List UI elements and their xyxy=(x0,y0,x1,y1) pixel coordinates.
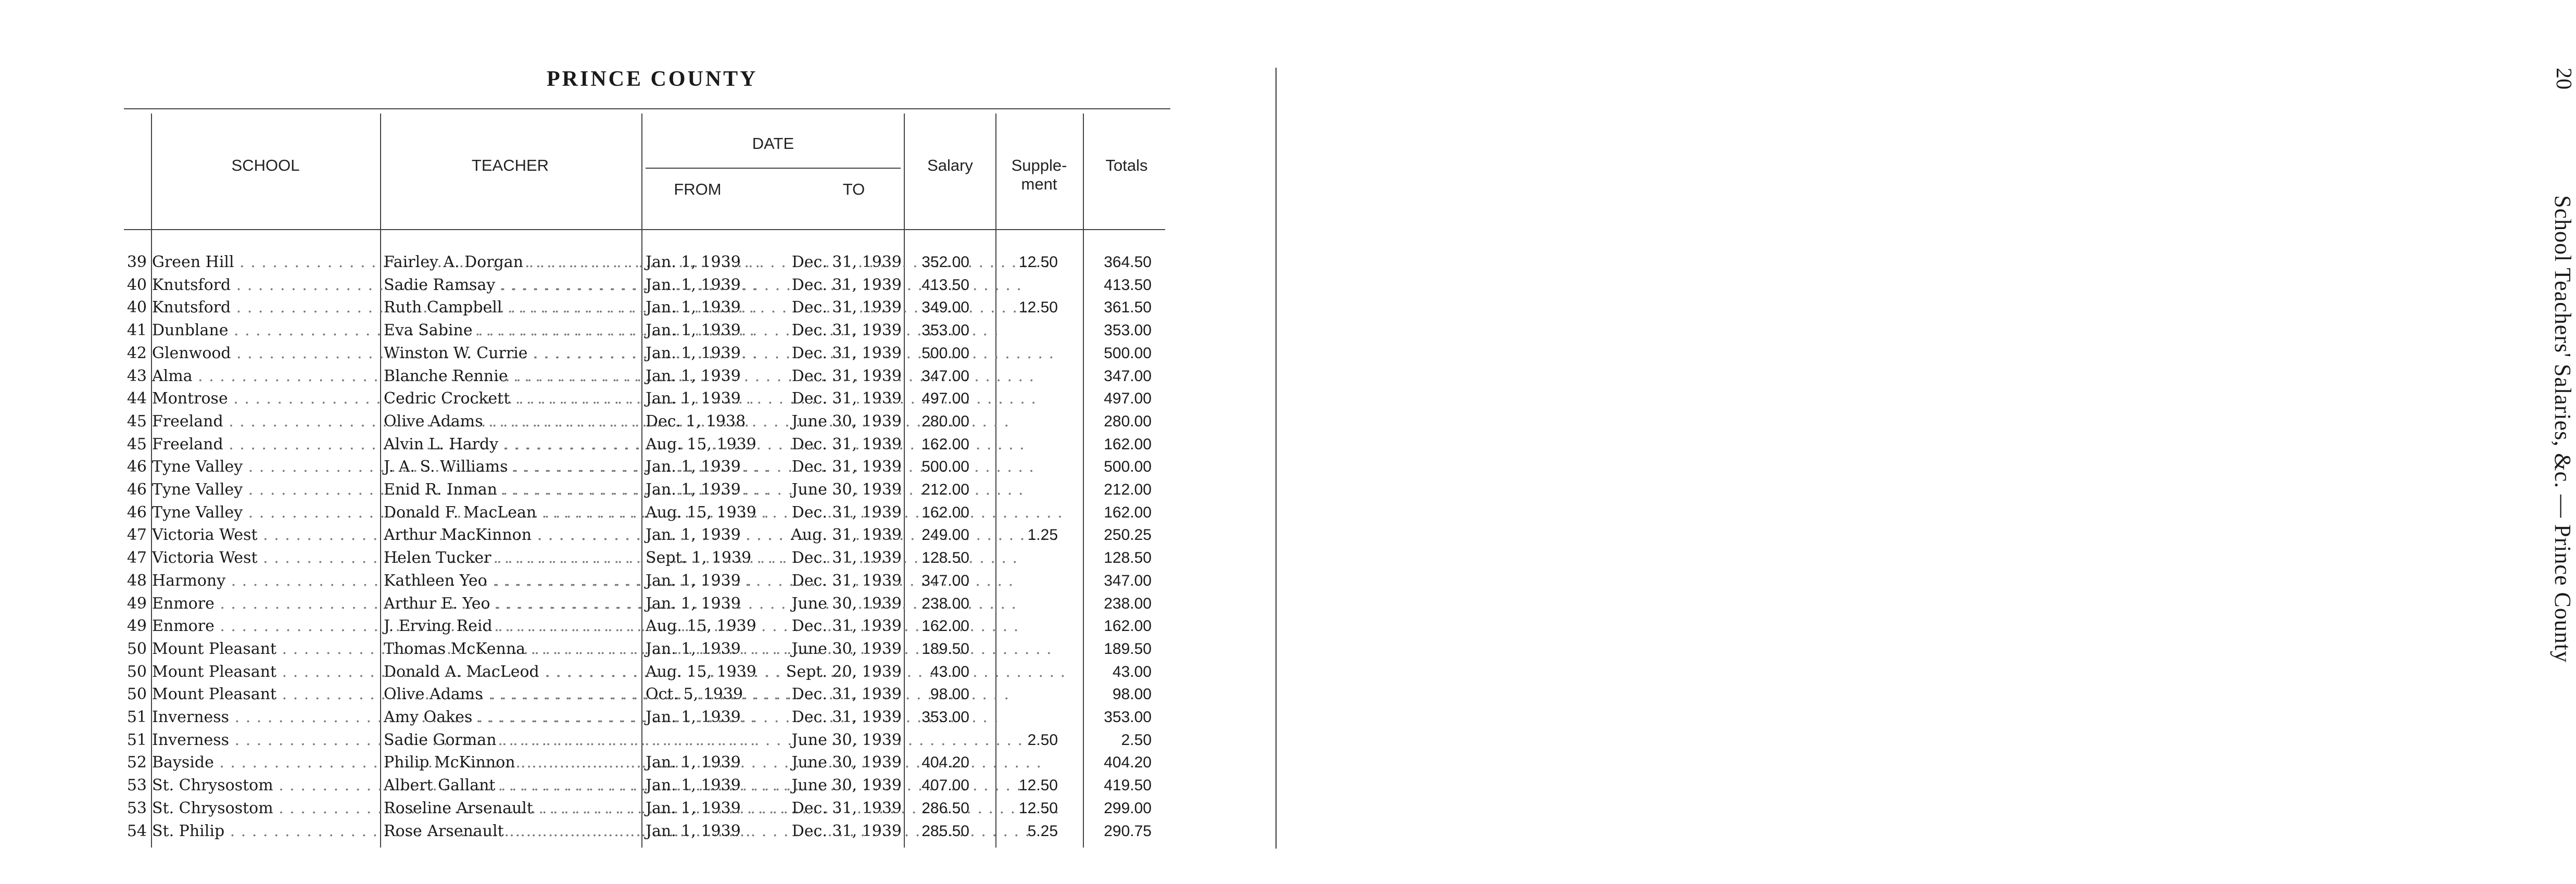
school-name xyxy=(152,797,376,820)
table-row xyxy=(0,501,1187,524)
total-amount: 500.00 xyxy=(1104,458,1152,476)
date-from: Jan. 1, 1939 xyxy=(646,344,741,362)
teacher-name xyxy=(384,501,638,524)
school-name-text: Enmore . . . xyxy=(152,617,741,635)
date-to: Dec. 31, 1939 xyxy=(791,549,902,567)
school-name xyxy=(152,501,376,524)
row-number: 50 xyxy=(127,639,147,658)
date-to: Dec. 31, 1939 xyxy=(791,435,902,453)
salary-amount: 162.00 xyxy=(921,435,969,453)
total-amount: 347.00 xyxy=(1104,572,1152,589)
date-from: Jan. 1, 1939 xyxy=(646,799,741,817)
date-to: June 30, 1939 xyxy=(791,753,902,772)
date-to: June 30, 1939 xyxy=(791,776,902,795)
school-name-text: St. Chrysostom . . . xyxy=(152,776,800,794)
date-to: Dec. 31, 1939 xyxy=(791,799,902,817)
teacher-name xyxy=(384,251,638,274)
school-name-text: Victoria West . . . xyxy=(152,526,784,544)
date-to: June 30, 1939 xyxy=(791,639,902,658)
school-name-text: Victoria West . . . xyxy=(152,549,784,567)
school-name-text: Harmony . . . xyxy=(152,572,752,590)
school-name xyxy=(152,638,376,661)
date-from: Jan. 1, 1939 xyxy=(646,253,741,271)
salary-amount: 347.00 xyxy=(921,572,969,589)
school-name xyxy=(152,547,376,570)
teacher-name xyxy=(384,547,638,570)
total-amount: 162.00 xyxy=(1104,503,1152,521)
teacher-name-text: Arthur MacKinnon . . . xyxy=(384,526,1058,544)
row-number: 49 xyxy=(127,594,147,613)
total-amount: 413.50 xyxy=(1104,276,1152,294)
header-teacher: TEACHER xyxy=(471,156,549,174)
table-row xyxy=(0,319,1187,342)
date-from: Jan. 1, 1939 xyxy=(646,389,741,408)
teacher-name xyxy=(384,820,638,843)
teacher-name xyxy=(384,365,638,388)
table-row xyxy=(0,774,1187,797)
school-name-text: Inverness . . . xyxy=(152,731,756,749)
teacher-name xyxy=(384,319,638,342)
supplement-amount: 12.50 xyxy=(1018,799,1058,817)
date-from: Jan. 1, 1939 xyxy=(646,481,741,499)
teacher-name-text: Helen Tucker . . . xyxy=(384,549,1018,567)
row-number: 51 xyxy=(127,730,147,749)
row-number: 49 xyxy=(127,617,147,636)
table-row xyxy=(0,387,1187,410)
salary-amount: 352.00 xyxy=(921,254,969,271)
row-number: 50 xyxy=(127,685,147,704)
date-to: June 30, 1939 xyxy=(791,481,902,499)
row-number: 45 xyxy=(127,412,147,431)
date-from: Aug. 15, 1939 xyxy=(646,662,756,681)
total-amount: 280.00 xyxy=(1104,412,1152,430)
teacher-name xyxy=(384,751,638,774)
header-bottom-rule xyxy=(124,229,1165,230)
row-number: 46 xyxy=(127,503,147,522)
school-name xyxy=(152,274,376,297)
teacher-name xyxy=(384,683,638,706)
salary-amount: 413.50 xyxy=(921,276,969,294)
school-name-text: Inverness . . . xyxy=(152,708,756,726)
date-to: Dec. 31, 1939 xyxy=(791,321,902,340)
table-row xyxy=(0,410,1187,433)
school-name-text: Tyne Valley . . . xyxy=(152,503,769,522)
running-heading: School Teachers' Salaries, &c. — Prince County xyxy=(2550,195,2575,663)
salary-amount: 404.20 xyxy=(921,754,969,772)
header-supplement: Supple- ment xyxy=(1011,156,1067,193)
school-name-text: Freeland . . . xyxy=(152,435,750,453)
date-to: Dec. 31, 1939 xyxy=(791,708,902,726)
school-name xyxy=(152,410,376,433)
school-name-text: Bayside . . . xyxy=(152,753,740,772)
date-to: Dec. 31, 1939 xyxy=(791,503,902,522)
total-amount: 353.00 xyxy=(1104,322,1152,339)
date-from: Jan. 1, 1939 xyxy=(646,708,741,726)
row-number: 42 xyxy=(127,344,147,362)
header-to: TO xyxy=(842,180,865,198)
teacher-name xyxy=(384,342,638,365)
row-number: 53 xyxy=(127,776,147,795)
teacher-name-text: Arthur E. Yeo . . . xyxy=(384,595,1017,613)
date-to: Dec. 31, 1939 xyxy=(791,389,902,408)
school-name xyxy=(152,661,376,684)
row-number: 39 xyxy=(127,253,147,271)
page-title: PRINCE COUNTY xyxy=(547,67,758,91)
salary-amount: 285.50 xyxy=(921,822,969,840)
school-name xyxy=(152,342,376,365)
header-salary: Salary xyxy=(927,156,973,174)
school-name-text: Tyne Valley . . . xyxy=(152,458,769,476)
salary-amount: 238.00 xyxy=(921,595,969,612)
teacher-name xyxy=(384,433,638,456)
total-amount: 404.20 xyxy=(1104,754,1152,772)
school-name xyxy=(152,251,376,274)
teacher-name-text: Olive Adams . . . xyxy=(384,685,1009,703)
school-name xyxy=(152,820,376,843)
teacher-name-text: Alvin L. Hardy . . . xyxy=(384,435,1025,453)
date-from: Jan. 1, 1939 xyxy=(646,639,741,658)
school-name xyxy=(152,683,376,706)
salary-amount: 347.00 xyxy=(921,367,969,385)
header-from: FROM xyxy=(674,180,722,198)
row-number: 47 xyxy=(127,549,147,567)
salary-amount: 189.50 xyxy=(921,640,969,658)
teacher-name xyxy=(384,592,638,615)
teacher-name xyxy=(384,274,638,297)
supplement-amount: 2.50 xyxy=(1027,731,1058,749)
date-from: Jan. 1, 1939 xyxy=(646,753,741,772)
salary-amount: 349.00 xyxy=(921,299,969,317)
table-row xyxy=(0,683,1187,706)
supplement-amount: 12.50 xyxy=(1018,299,1058,317)
table-row xyxy=(0,478,1187,501)
table-row xyxy=(0,729,1187,752)
total-amount: 98.00 xyxy=(1112,686,1152,703)
salary-amount: 249.00 xyxy=(921,526,969,544)
school-name-text: Alma . . . xyxy=(152,367,719,385)
table-row xyxy=(0,615,1187,638)
teacher-name-text: Donald A. MacLeod . . . xyxy=(384,663,1066,681)
date-to: Dec. 31, 1939 xyxy=(791,685,902,704)
teacher-name-text: Sadie Ramsay . . . xyxy=(384,276,1022,294)
teacher-name-text: Winston W. Currie . . . xyxy=(384,344,1054,362)
total-amount: 212.00 xyxy=(1104,481,1152,498)
total-amount: 162.00 xyxy=(1104,617,1152,635)
header-date: DATE xyxy=(752,134,794,153)
supplement-amount: 12.50 xyxy=(1018,254,1058,271)
total-amount: 419.50 xyxy=(1104,777,1152,794)
date-from: Dec. 1, 1938 xyxy=(646,412,746,431)
date-to: June 30, 1939 xyxy=(791,412,902,431)
salary-amount: 286.50 xyxy=(921,799,969,817)
salary-amount: 500.00 xyxy=(921,344,969,362)
table-row xyxy=(0,251,1187,274)
teacher-name-text: Philip McKinnon . . . xyxy=(384,753,1042,772)
date-from: Oct. 5, 1939 xyxy=(646,685,743,704)
teacher-name-text: J. A. S. Williams . . . xyxy=(384,458,1034,476)
school-name xyxy=(152,456,376,478)
school-name-text: Enmore . . . xyxy=(152,595,741,613)
date-from: Jan. 1, 1939 xyxy=(646,526,741,545)
date-to: Dec. 31, 1939 xyxy=(791,367,902,385)
total-amount: 162.00 xyxy=(1104,435,1152,453)
table-row xyxy=(0,592,1187,615)
teacher-name-text: Fairley A. Dorgan . . . xyxy=(384,253,1050,271)
school-name xyxy=(152,296,376,319)
table-row xyxy=(0,524,1187,547)
row-number: 48 xyxy=(127,571,147,590)
school-name-text: Mount Pleasant . . . xyxy=(152,663,803,681)
school-name-text: Freeland . . . xyxy=(152,412,750,431)
school-name-text: Knutsford . . . xyxy=(152,276,757,294)
teacher-name-text: Sadie Gorman . . . xyxy=(384,731,1023,749)
school-name-text: St. Philip . . . xyxy=(152,822,751,840)
date-from: Jan. 1, 1939 xyxy=(646,458,741,476)
table-row xyxy=(0,706,1187,729)
teacher-name xyxy=(384,797,638,820)
total-amount: 299.00 xyxy=(1104,799,1152,817)
teacher-name xyxy=(384,638,638,661)
row-number: 53 xyxy=(127,799,147,817)
table-row xyxy=(0,820,1187,843)
salary-amount: 280.00 xyxy=(921,412,969,430)
row-number: 41 xyxy=(127,321,147,340)
total-amount: 128.50 xyxy=(1104,549,1152,567)
date-to: June 30, 1939 xyxy=(791,730,902,749)
total-amount: 43.00 xyxy=(1112,663,1152,680)
table-row xyxy=(0,456,1187,478)
table-row xyxy=(0,797,1187,820)
teacher-name-text: Ruth Campbell . . . xyxy=(384,298,1029,317)
teacher-name xyxy=(384,729,638,752)
teacher-name xyxy=(384,410,638,433)
date-divider-rule xyxy=(646,168,901,169)
row-number: 45 xyxy=(127,435,147,453)
school-name-text: Montrose . . . xyxy=(152,389,754,408)
date-to: Dec. 31, 1939 xyxy=(791,458,902,476)
teacher-name-text: Cedric Crockett . . . xyxy=(384,389,1037,408)
school-name xyxy=(152,319,376,342)
teacher-name-text: Kathleen Yeo . . . xyxy=(384,572,1014,590)
row-number: 40 xyxy=(127,298,147,317)
teacher-name xyxy=(384,387,638,410)
date-to: Dec. 31, 1939 xyxy=(791,822,902,840)
date-from: Jan. 1, 1939 xyxy=(646,571,741,590)
table-row xyxy=(0,638,1187,661)
date-from: Jan. 1, 1939 xyxy=(646,594,741,613)
teacher-name xyxy=(384,524,638,547)
date-from: Jan. 1, 1939 xyxy=(646,298,741,317)
date-from: Aug. 15, 1939 xyxy=(646,435,756,453)
school-name-text: Mount Pleasant . . . xyxy=(152,685,803,703)
school-name xyxy=(152,524,376,547)
salary-amount: 500.00 xyxy=(921,458,969,476)
teacher-name-text: Olive Adams . . . xyxy=(384,412,1009,431)
table-row xyxy=(0,661,1187,684)
teacher-name-text: Amy Oakes . . . xyxy=(384,708,999,726)
school-name-text: Green Hill . . . xyxy=(152,253,761,271)
header-school: SCHOOL xyxy=(231,156,300,174)
date-to: Sept. 20, 1939 xyxy=(786,662,902,681)
row-number: 46 xyxy=(127,458,147,476)
school-name xyxy=(152,774,376,797)
salary-amount: 162.00 xyxy=(921,617,969,635)
date-from: Aug. 15, 1939 xyxy=(646,617,756,636)
row-number: 46 xyxy=(127,481,147,499)
salary-amount: 353.00 xyxy=(921,322,969,339)
teacher-name-text: Roseline Arsenault . . . xyxy=(384,799,1059,817)
salary-amount: 162.00 xyxy=(921,503,969,521)
row-number: 54 xyxy=(127,822,147,840)
date-to: June 30, 1939 xyxy=(791,594,902,613)
teacher-name-text: Thomas McKenna . . . xyxy=(384,640,1052,658)
date-from: Sept. 1, 1939 xyxy=(646,549,752,567)
teacher-name xyxy=(384,615,638,638)
teacher-name xyxy=(384,570,638,592)
date-to: Dec. 31, 1939 xyxy=(791,617,902,636)
side-rule xyxy=(1276,68,1277,849)
teacher-name xyxy=(384,706,638,729)
table-row xyxy=(0,570,1187,592)
school-name xyxy=(152,592,376,615)
supplement-amount: 12.50 xyxy=(1018,777,1058,794)
date-from: Jan. 1, 1939 xyxy=(646,776,741,795)
teacher-name-text: Donald F. MacLean . . . xyxy=(384,503,1063,522)
date-to: Dec. 31, 1939 xyxy=(791,344,902,362)
salary-amount: 353.00 xyxy=(921,709,969,726)
date-to: Dec. 31, 1939 xyxy=(791,275,902,294)
table-row xyxy=(0,547,1187,570)
teacher-name-text: J. Erving Reid . . . xyxy=(384,617,1019,635)
row-number: 50 xyxy=(127,662,147,681)
salary-amount: 497.00 xyxy=(921,390,969,408)
teacher-name-text: Rose Arsenault . . . xyxy=(384,822,1030,840)
teacher-name xyxy=(384,296,638,319)
teacher-name-text: Albert Gallant . . . xyxy=(384,776,1022,794)
total-amount: 2.50 xyxy=(1121,731,1152,749)
row-number: 51 xyxy=(127,708,147,726)
salary-amount: 407.00 xyxy=(921,777,969,794)
date-from: Jan. 1, 1939 xyxy=(646,367,741,385)
school-name xyxy=(152,570,376,592)
school-name xyxy=(152,433,376,456)
date-from: Jan. 1, 1939 xyxy=(646,321,741,340)
total-amount: 238.00 xyxy=(1104,595,1152,612)
date-from: Aug. 15, 1939 xyxy=(646,503,756,522)
school-name-text: Tyne Valley . . . xyxy=(152,481,769,499)
total-amount: 364.50 xyxy=(1104,254,1152,271)
school-name xyxy=(152,729,376,752)
school-name-text: Knutsford . . . xyxy=(152,298,757,317)
total-amount: 250.25 xyxy=(1104,526,1152,544)
school-name xyxy=(152,478,376,501)
teacher-name xyxy=(384,478,638,501)
date-to: Dec. 31, 1939 xyxy=(791,253,902,271)
total-amount: 500.00 xyxy=(1104,344,1152,362)
school-name-text: Mount Pleasant . . . xyxy=(152,640,803,658)
salary-amount: 212.00 xyxy=(921,481,969,498)
date-to: Aug. 31, 1939 xyxy=(791,526,902,545)
teacher-name xyxy=(384,774,638,797)
salary-amount: 43.00 xyxy=(930,663,969,680)
table-row xyxy=(0,342,1187,365)
date-from: Jan. 1, 1939 xyxy=(646,275,741,294)
header-totals: Totals xyxy=(1105,156,1148,174)
school-name-text: St. Chrysostom . . . xyxy=(152,799,800,817)
table-row xyxy=(0,365,1187,388)
page-number: 20 xyxy=(2552,68,2575,90)
school-name xyxy=(152,387,376,410)
table-row xyxy=(0,274,1187,297)
header-top-rule xyxy=(124,108,1170,109)
row-number: 43 xyxy=(127,367,147,385)
teacher-name xyxy=(384,661,638,684)
salary-amount: 128.50 xyxy=(921,549,969,567)
salary-amount: 98.00 xyxy=(930,686,969,703)
total-amount: 290.75 xyxy=(1104,822,1152,840)
school-name xyxy=(152,365,376,388)
total-amount: 189.50 xyxy=(1104,640,1152,658)
school-name xyxy=(152,706,376,729)
row-number: 52 xyxy=(127,753,147,772)
row-number: 44 xyxy=(127,389,147,408)
teacher-name-text: Blanche Rennie . . . xyxy=(384,367,1034,385)
total-amount: 353.00 xyxy=(1104,709,1152,726)
supplement-amount: 1.25 xyxy=(1027,526,1058,544)
teacher-name xyxy=(384,456,638,478)
row-number: 47 xyxy=(127,526,147,545)
teacher-name-text: Eva Sabine . . . xyxy=(384,321,999,339)
table-row xyxy=(0,751,1187,774)
school-name xyxy=(152,615,376,638)
side-margin xyxy=(1270,0,2575,884)
teacher-name-text: Enid R. Inman . . . xyxy=(384,481,1024,499)
table-row xyxy=(0,433,1187,456)
date-to: Dec. 31, 1939 xyxy=(791,298,902,317)
table-row xyxy=(0,296,1187,319)
school-name-text: Dunblane . . . xyxy=(152,321,755,339)
total-amount: 347.00 xyxy=(1104,367,1152,385)
supplement-amount: 5.25 xyxy=(1027,822,1058,840)
total-amount: 497.00 xyxy=(1104,390,1152,408)
school-name xyxy=(152,751,376,774)
total-amount: 361.50 xyxy=(1104,299,1152,317)
row-number: 40 xyxy=(127,275,147,294)
date-to: Dec. 31, 1939 xyxy=(791,571,902,590)
school-name-text: Glenwood . . . xyxy=(152,344,757,362)
date-from: Jan. 1, 1939 xyxy=(646,822,741,840)
